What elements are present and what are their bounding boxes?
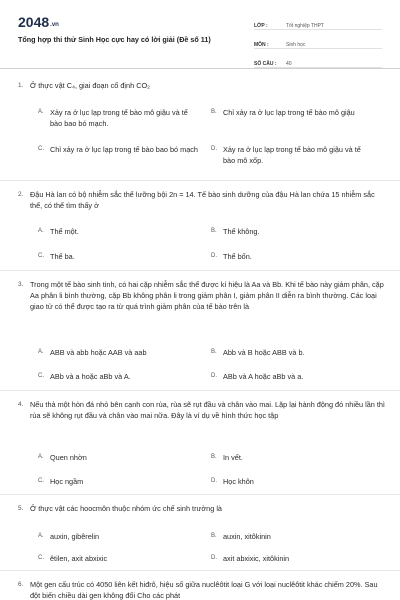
- option-letter: C.: [38, 555, 44, 561]
- question-number: 5.: [18, 505, 24, 512]
- option-d[interactable]: [211, 553, 373, 564]
- option-letter: A.: [38, 454, 44, 460]
- meta-value: 40: [286, 61, 292, 67]
- option-text: Thể ba.: [50, 252, 75, 261]
- brand-name: 2048: [18, 14, 50, 30]
- option-letter: B.: [211, 349, 217, 355]
- option-letter: A.: [38, 109, 44, 115]
- option-b[interactable]: [211, 347, 373, 358]
- option-letter: D.: [211, 146, 217, 152]
- option-d[interactable]: [211, 251, 373, 262]
- question-divider: [0, 570, 400, 571]
- question-text: Trong một tế bào sinh tinh, có hai cặp nhiễm sắc thể được kí hiệu là Aa và Bb. Khi tế bào này giảm phân, cặp Aa phân li bình thường, cặp Bb không phân li trong giảm phân I, giảm phân II diễn ra bình thường. Các loại giao tử có thể được tạo ra từ quá trình giảm phân của tế bào trên là: [30, 280, 384, 312]
- option-text: In vết.: [223, 453, 243, 462]
- meta-label: MÔN :: [254, 42, 269, 48]
- option-letter: C.: [38, 146, 44, 152]
- question-number: 4.: [18, 401, 24, 408]
- question-text: Ở thực vật C₄, giai đoạn cố định CO₂: [30, 81, 150, 90]
- question-text: Đậu Hà lan có bộ nhiễm sắc thể lưỡng bội 2n = 14. Tế bào sinh dưỡng của đậu Hà lan chứa 15 nhiễm sắc thể, có thể tìm thấy ở: [30, 190, 375, 211]
- meta-label: SỐ CÂU :: [254, 61, 277, 67]
- option-a[interactable]: [38, 452, 200, 463]
- document-header: [0, 0, 400, 72]
- brand-logo[interactable]: [18, 14, 59, 30]
- option-d[interactable]: [211, 371, 373, 382]
- option-text: Xảy ra ở lục lạp trong tế bào mô giậu và tế bào bao bó mạch.: [50, 108, 188, 129]
- question-3: [18, 279, 386, 313]
- option-text: auxin, xitôkinin: [223, 532, 271, 541]
- meta-value: Tốt nghiệp THPT: [286, 23, 324, 29]
- option-letter: C.: [38, 253, 44, 259]
- option-text: Học khôn: [223, 477, 254, 486]
- question-5: [18, 503, 386, 514]
- question-divider: [0, 270, 400, 271]
- option-letter: B.: [211, 454, 217, 460]
- question-2: [18, 189, 386, 211]
- brand-domain: .vn: [50, 22, 59, 28]
- option-letter: B.: [211, 109, 217, 115]
- option-a[interactable]: [38, 107, 200, 129]
- question-6: [18, 579, 386, 600]
- option-letter: A.: [38, 533, 44, 539]
- option-text: Abb và B hoặc ABB và b.: [223, 348, 305, 357]
- question-number: 2.: [18, 191, 24, 198]
- meta-label: LỚP :: [254, 23, 268, 29]
- meta-row-count: [254, 52, 382, 68]
- option-text: ABb và A hoặc aBb và a.: [223, 372, 304, 381]
- question-text: Nếu thả một hòn đá nhỏ bên cạnh con rùa, rùa sẽ rụt đầu và chân vào mai. Lặp lại hành động đó nhiều lần thì rùa sẽ không rụt đầu và chân vào mai nữa. Đây là ví dụ về hình thức học tập: [30, 400, 385, 421]
- option-a[interactable]: [38, 226, 200, 237]
- option-b[interactable]: [211, 226, 373, 237]
- option-text: ABB và abb hoặc AAB và aab: [50, 348, 147, 357]
- question-text: Một gen cấu trúc có 4050 liên kết hiđrô, hiệu số giữa nuclêôtit loại G với loại nuclêôtit khác chiếm 20%. Sau đột biến chiều dài gen không đổi Cho các phát: [30, 580, 378, 600]
- option-text: Thể không.: [223, 227, 260, 236]
- option-text: axit abxixic, xitôkinin: [223, 554, 290, 563]
- option-b[interactable]: [211, 531, 373, 542]
- option-text: êtilen, axit abxixic: [50, 554, 108, 563]
- meta-row-grade: [254, 14, 382, 30]
- question-divider: [0, 494, 400, 495]
- question-divider: [0, 180, 400, 181]
- option-text: Xảy ra ở lục lạp trong tế bào mô giậu và tế bào mô xốp.: [223, 145, 361, 166]
- option-a[interactable]: [38, 347, 200, 358]
- option-c[interactable]: [38, 144, 200, 155]
- meta-value: Sinh học: [286, 42, 306, 48]
- meta-row-subject: [254, 33, 382, 49]
- option-letter: C.: [38, 478, 44, 484]
- option-d[interactable]: [211, 144, 373, 166]
- option-text: auxin, gibêrelin: [50, 532, 100, 541]
- option-letter: A.: [38, 228, 44, 234]
- option-letter: D.: [211, 555, 217, 561]
- question-divider: [0, 390, 400, 391]
- option-d[interactable]: [211, 476, 373, 487]
- question-text: Ở thực vật các hoocmôn thuộc nhóm ức chế sinh trưởng là: [30, 504, 222, 513]
- option-c[interactable]: [38, 553, 200, 564]
- question-number: 6.: [18, 581, 24, 588]
- option-text: Học ngầm: [50, 477, 84, 486]
- document-title: Tổng hợp thi thử Sinh Học cực hay có lời giải (Đề số 11): [18, 35, 211, 44]
- option-text: Chỉ xảy ra ở lục lạp trong tế bào mô giậu: [223, 108, 355, 117]
- header-divider: [0, 68, 400, 69]
- option-c[interactable]: [38, 371, 200, 382]
- question-1: [18, 80, 386, 91]
- option-text: Chỉ xảy ra ở lục lạp trong tế bào bao bó mạch: [50, 145, 198, 154]
- question-number: 1.: [18, 82, 24, 89]
- option-letter: D.: [211, 253, 217, 259]
- option-c[interactable]: [38, 251, 200, 262]
- option-letter: D.: [211, 373, 217, 379]
- option-letter: D.: [211, 478, 217, 484]
- option-a[interactable]: [38, 531, 200, 542]
- option-text: Thể một.: [50, 227, 79, 236]
- option-b[interactable]: [211, 107, 373, 118]
- option-text: Quen nhờn: [50, 453, 87, 462]
- option-c[interactable]: [38, 476, 200, 487]
- option-letter: C.: [38, 373, 44, 379]
- question-4: [18, 399, 386, 421]
- option-text: ABb và a hoặc aBb và A.: [50, 372, 131, 381]
- option-letter: A.: [38, 349, 44, 355]
- option-b[interactable]: [211, 452, 373, 463]
- meta-panel: [254, 14, 382, 71]
- question-number: 3.: [18, 281, 24, 288]
- option-letter: B.: [211, 533, 217, 539]
- option-letter: B.: [211, 228, 217, 234]
- option-text: Thể bốn.: [223, 252, 252, 261]
